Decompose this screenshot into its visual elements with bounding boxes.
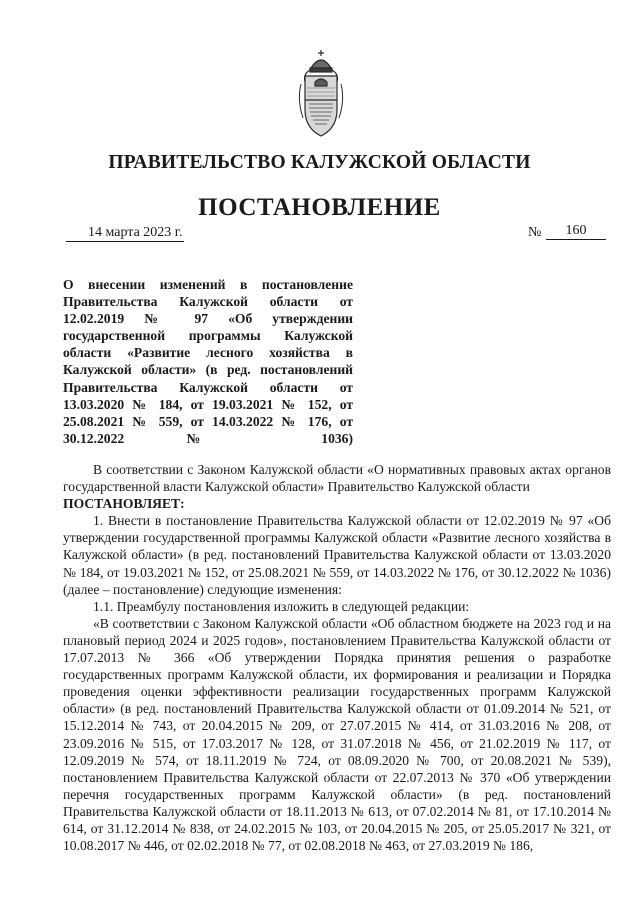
item-1-paragraph: 1. Внести в постановление Правительства Калужской области от 12.02.2019 № 97 «Об утверждении государственной программы Калужской области «Развитие лесного хозяйства в Калужской области» (в ред. постановлений Правительства Калужской области от 13.03.2020 № 184, от 19.03.2021 № 152, от 25.08.2021 № 559, от 14.03.2022 № 176, от 30.12.2022 № 1036) (далее – постановление) следующие изменения: bbox=[63, 513, 611, 597]
decree-word: ПОСТАНОВЛЯЕТ: bbox=[63, 496, 185, 512]
document-subject: О внесении изменений в постановление Правительства Калужской области от 12.02.2019 № 97 «Об утверждении государственной программы Калужской области «Развитие лесного хозяйства в Калужской области» (в ред. постановлений Правительства Калужской области от 13.03.2020 № 184, от 19.03.2021 № 152, от 25.08.2021 № 559, от 14.03.2022 № 176, от 30.12.2022 № 1036) bbox=[63, 277, 353, 446]
quoted-preamble-paragraph: «В соответствии с Законом Калужской области «Об областном бюджете на 2023 год и на плановый период 2024 и 2025 годов», постановлением Правительства Калужской области от 17.07.2013 № 366 «Об утверждении Порядка принятия решения о разработке государственных программ Калужской области, их формирования и реализации и Порядка проведения оценки эффективности реализации государственных программ Калужской области» (в ред. постановлений Правительства Калужской области от 01.09.2014 № 521, от 15.12.2014 № 743, от 20.04.2015 № 209, от 27.07.2015 № 414, от 31.03.2016 № 208, от 23.09.2016 № 515, от 17.03.2017 № 128, от 31.07.2018 № 456, от 21.02.2019 № 117, от 12.09.2019 № 574, от 18.11.2019 № 724, от 08.09.2020 № 700, от 20.08.2021 № 539), постановлением Правительства Калужской области от 22.07.2013 № 370 «Об утверждении перечня государственных программ Калужской области» (в ред. постановлений Правительства Калужской области от 18.11.2013 № 613, от 07.02.2014 № 81, от 17.10.2014 № 614, от 31.12.2014 № 838, от 24.02.2015 № 103, от 20.04.2015 № 205, от 25.05.2017 № 321, от 10.08.2017 № 446, от 02.02.2018 № 77, от 02.08.2018 № 463, от 27.03.2019 № 186, bbox=[63, 615, 611, 854]
document-type-heading: ПОСТАНОВЛЕНИЕ bbox=[198, 194, 441, 221]
government-title: ПРАВИТЕЛЬСТВО КАЛУЖСКОЙ ОБЛАСТИ bbox=[108, 152, 531, 173]
document-body bbox=[63, 461, 611, 854]
document-date: 14 марта 2023 г. bbox=[66, 224, 184, 242]
preamble-paragraph: В соответствии с Законом Калужской области «О нормативных правовых актах органов государственной власти Калужской области» Правительство Калужской области bbox=[63, 462, 611, 495]
item-1-1-paragraph: 1.1. Преамбулу постановления изложить в следующей редакции: bbox=[93, 598, 470, 614]
document-number-label: № bbox=[528, 225, 542, 240]
document-number: 160 bbox=[546, 222, 606, 240]
coat-of-arms-emblem bbox=[293, 48, 349, 140]
